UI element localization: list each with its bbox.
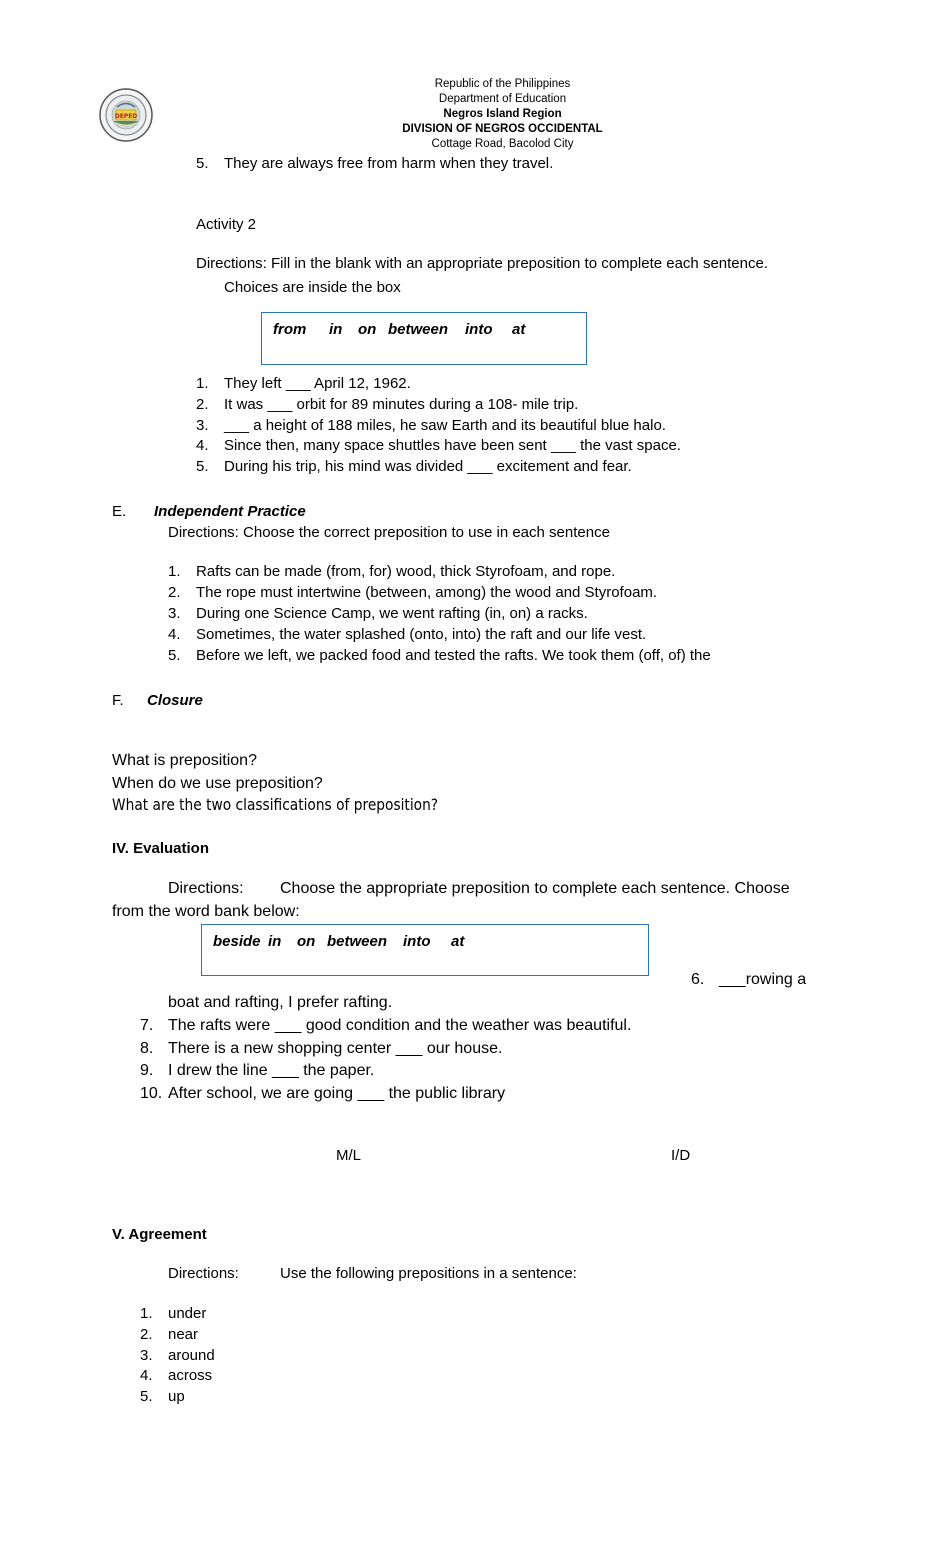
list-item: 5. Before we left, we packed food and tested the rafts. We took them (off, of) the — [168, 647, 711, 664]
choice-word: from — [273, 321, 307, 338]
evaluation-directions-label: Directions: — [168, 880, 244, 897]
closure-question: When do we use preposition? — [112, 775, 323, 792]
choice-word: between — [327, 933, 388, 950]
list-item: 3. around — [140, 1347, 215, 1364]
choice-word: at — [512, 321, 526, 338]
evaluation-item6-cont: boat and rafting, I prefer rafting. — [168, 994, 393, 1011]
independent-directions: Directions: Choose the correct preposition to use in each sentence — [168, 524, 610, 541]
evaluation-ml-label: M/L — [336, 1147, 362, 1164]
list-item: 10. After school, we are going ___ the public library — [140, 1085, 506, 1102]
evaluation-word-bank — [201, 924, 649, 976]
activity2-choice-box — [261, 312, 587, 365]
header-division: DIVISION OF NEGROS OCCIDENTAL — [402, 123, 603, 135]
choice-word: on — [297, 933, 316, 950]
section-letter-e: E. — [112, 503, 127, 520]
deped-seal-logo — [99, 88, 153, 142]
list-item: 5. During his trip, his mind was divided ___ excitement and fear. — [196, 458, 632, 475]
evaluation-item6-text: ___rowing a — [719, 971, 807, 988]
list-item: 5. They are always free from harm when they travel. — [196, 155, 554, 172]
evaluation-item6-num: 6. — [691, 971, 705, 988]
choice-word: at — [451, 933, 465, 950]
closure-question: What are the two classifications of preposition? — [112, 795, 439, 814]
section-title-agreement: V. Agreement — [112, 1226, 207, 1243]
list-item: 7. The rafts were ___ good condition and the weather was beautiful. — [140, 1017, 632, 1034]
activity2-title: Activity 2 — [196, 216, 257, 233]
evaluation-directions-line2: from the word bank below: — [112, 903, 300, 920]
list-item: 4. Since then, many space shuttles have been sent ___ the vast space. — [196, 437, 681, 454]
list-item: 2. The rope must intertwine (between, among) the wood and Styrofoam. — [168, 584, 658, 601]
list-item: 8. There is a new shopping center ___ our house. — [140, 1040, 503, 1057]
choice-word: between — [388, 321, 449, 338]
svg-text:DEPED: DEPED — [114, 113, 138, 120]
choice-word: into — [465, 321, 493, 338]
list-item: 5. up — [140, 1388, 185, 1405]
list-item: 9. I drew the line ___ the paper. — [140, 1062, 375, 1079]
section-title-independent: Independent Practice — [154, 503, 306, 520]
agreement-directions: Use the following prepositions in a sentence: — [280, 1265, 577, 1282]
header-address: Cottage Road, Bacolod City — [431, 138, 574, 150]
choice-word: into — [403, 933, 431, 950]
evaluation-id-label: I/D — [671, 1147, 691, 1164]
header-republic: Republic of the Philippines — [434, 78, 571, 90]
choice-word: in — [329, 321, 343, 338]
list-item: 1. under — [140, 1305, 207, 1322]
activity2-directions-choices: Choices are inside the box — [224, 279, 401, 296]
choice-word: in — [268, 933, 282, 950]
list-item: 2. near — [140, 1326, 199, 1343]
closure-question: What is preposition? — [112, 752, 257, 769]
list-item: 4. Sometimes, the water splashed (onto, into) the raft and our life vest. — [168, 626, 647, 643]
section-title-closure: Closure — [147, 692, 203, 709]
header-department: Department of Education — [438, 93, 567, 105]
agreement-directions-label: Directions: — [168, 1265, 239, 1282]
list-item: 1. They left ___ April 12, 1962. — [196, 375, 411, 392]
section-letter-f: F. — [112, 692, 124, 709]
evaluation-directions: Choose the appropriate preposition to complete each sentence. Choose — [280, 880, 790, 897]
list-item: 2. It was ___ orbit for 89 minutes during a 108- mile trip. — [196, 396, 579, 413]
activity2-directions: Directions: Fill in the blank with an appropriate preposition to complete each sentence. — [196, 255, 768, 272]
list-item: 1. Rafts can be made (from, for) wood, thick Styrofoam, and rope. — [168, 563, 616, 580]
choice-word: on — [358, 321, 377, 338]
list-item: 3. During one Science Camp, we went rafting (in, on) a racks. — [168, 605, 588, 622]
header-region: Negros Island Region — [443, 108, 562, 120]
choice-word: beside — [213, 933, 261, 950]
section-title-evaluation: IV. Evaluation — [112, 840, 209, 857]
list-item: 3. ___ a height of 188 miles, he saw Earth and its beautiful blue halo. — [196, 417, 666, 434]
list-item: 4. across — [140, 1367, 213, 1384]
